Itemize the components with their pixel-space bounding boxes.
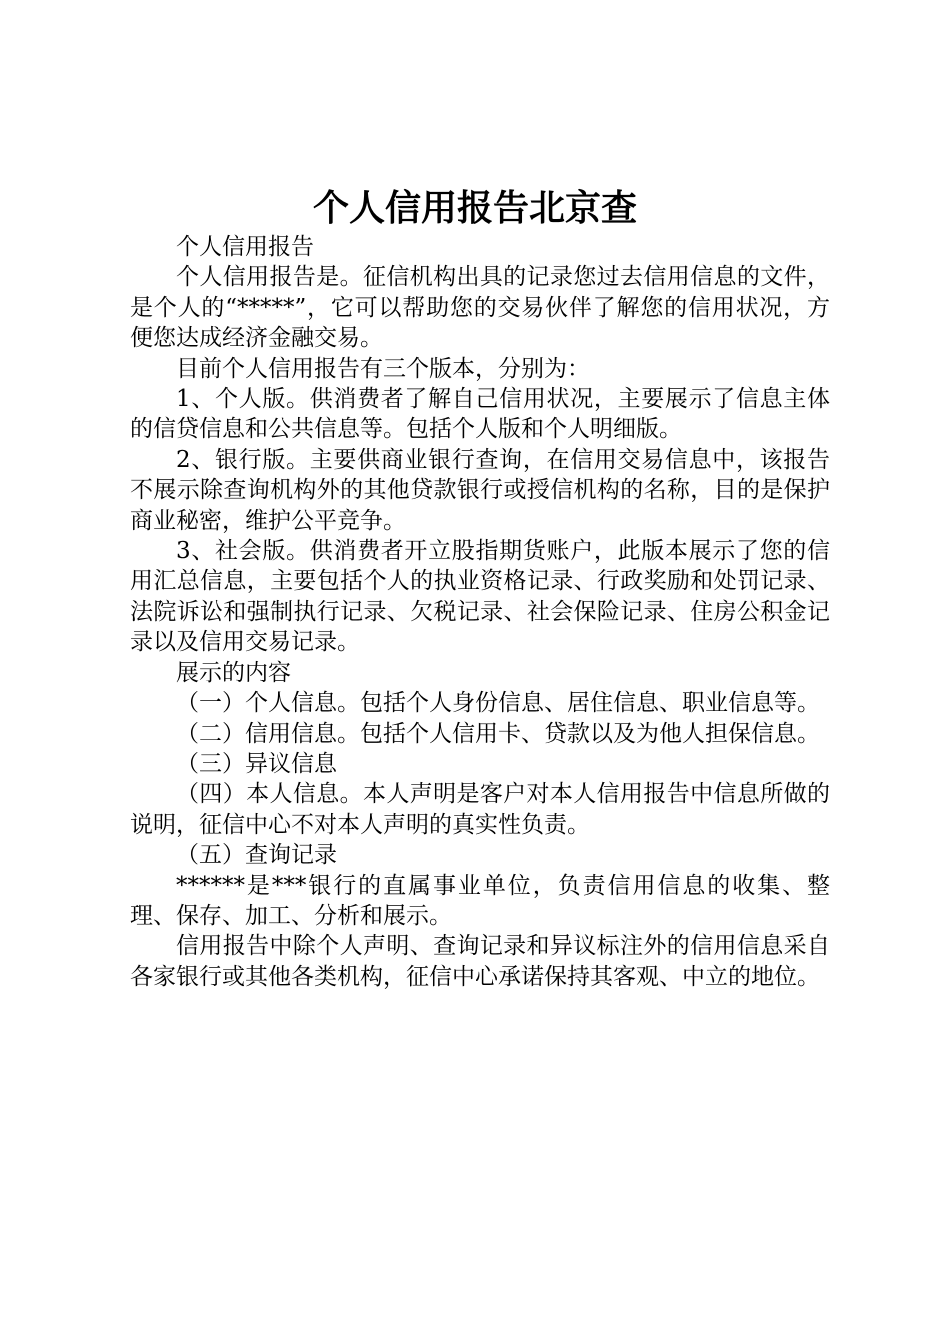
paragraph-item-personal-info: （一）个人信息。包括个人身份信息、居住信息、职业信息等。 <box>176 690 820 717</box>
paragraph-content-heading: 展示的内容 <box>176 659 291 686</box>
paragraph-agency-description: ******是***银行的直属事业单位，负责信用信息的收集、整理、保存、加工、分析和展示。 <box>130 872 830 929</box>
paragraph-versions-intro: 目前个人信用报告有三个版本，分别为： <box>176 355 590 382</box>
paragraph-item-dispute-info: （三）异议信息 <box>176 750 337 777</box>
paragraph-item-statement-info: （四）本人信息。本人声明是客户对本人信用报告中信息所做的说明，征信中心不对本人声明的真实性负责。 <box>130 781 830 838</box>
paragraph-item-credit-info: （二）信用信息。包括个人信用卡、贷款以及为他人担保信息。 <box>176 720 820 747</box>
paragraph-bank-version: 2、银行版。主要供商业银行查询，在信用交易信息中，该报告不展示除查询机构外的其他贷款银行或授信机构的名称，目的是保护商业秘密，维护公平竞争。 <box>130 446 830 534</box>
paragraph-data-sources: 信用报告中除个人声明、查询记录和异议标注外的信用信息采自各家银行或其他各类机构，征信中心承诺保持其客观、中立的地位。 <box>130 933 830 990</box>
paragraph-social-version: 3、社会版。供消费者开立股指期货账户，此版本展示了您的信用汇总信息，主要包括个人的执业资格记录、行政奖励和处罚记录、法院诉讼和强制执行记录、欠税记录、社会保险记录、住房公积金记录以及信用交易记录。 <box>130 538 830 656</box>
paragraph-definition: 个人信用报告是。征信机构出具的记录您过去信用信息的文件，是个人的“*****”，它可以帮助您的交易伙伴了解您的信用状况，方便您达成经济金融交易。 <box>130 264 830 352</box>
document-title: 个人信用报告北京查 <box>312 187 637 229</box>
paragraph-personal-version: 1、个人版。供消费者了解自己信用状况，主要展示了信息主体的信贷信息和公共信息等。包括个人版和个人明细版。 <box>130 386 830 443</box>
document-body <box>130 232 830 992</box>
paragraph-heading-credit-report: 个人信用报告 <box>176 234 314 260</box>
paragraph-item-query-records: （五）查询记录 <box>176 842 337 869</box>
